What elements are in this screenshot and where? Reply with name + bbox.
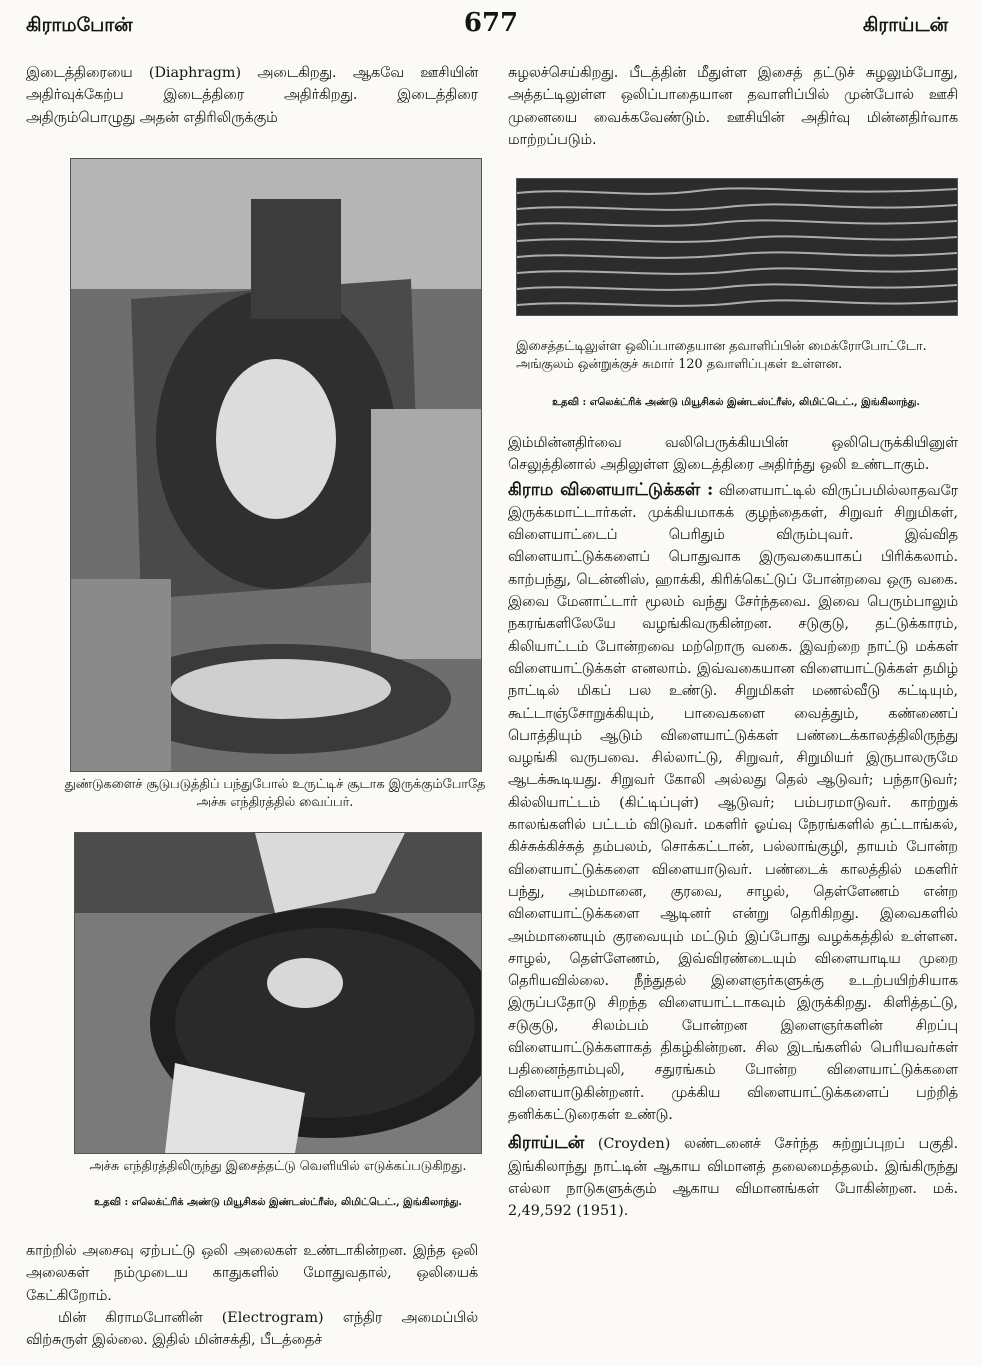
left-top-paragraph: இடைத்திரையை (Diaphragm) அடைகிறது. ஆகவே ஊசியின் அதிர்வுக்கேற்ப இடைத்திரை அதிர்கிறது. இடைத்திரை அதிரும்பொழுது அதன் எதிரிலிருக்கும் [26, 65, 478, 126]
right-paragraph-1: இம்மின்னதிர்வை வலிபெருக்கியபின் ஒலிபெருக்கியினுள் செலுத்தினால் அதிலுள்ள இடைத்திரை அதிர்ந்து ஒலி உண்டாகும். [508, 435, 958, 474]
left-bottom-paragraph-2: மின் கிராமபோனின் (Electrogram) எந்திர அமைப்பில் விற்சுருள் இல்லை. இதில் மின்சக்தி, பீடத்தைச் [26, 1309, 478, 1349]
left-top-text [26, 62, 478, 129]
right-main-text [508, 432, 958, 1222]
croydon-text: (Croyden) லண்டனைச் சேர்ந்த சுற்றுப்புறப் பகுதி. இங்கிலாந்து நாட்டின் ஆகாய விமானத் தலைமைத்தலம். இங்கிருந்து எல்லா நாடுகளுக்கும் ஆகாய விமானங்கள் போகின்றன. மக். 2,49,592 (1951). [508, 1136, 958, 1220]
games-heading: கிராம விளையாட்டுக்கள் : [508, 479, 714, 500]
micrograph-caption: இசைத்தட்டிலுள்ள ஒலிப்பாதையான தவாளிப்பின் மைக்ரோபோட்டோ. அங்குலம் ஒன்றுக்குச் சுமார் 120 தவாளிப்புகள் உள்ளன. [516, 339, 927, 372]
photo-record-press [70, 158, 482, 772]
micrograph-credit: உதவி : எலெக்ட்ரிக் அண்டு மியூசிகல் இண்டஸ்ட்ரீஸ், லிமிட்டெட்., இங்கிலாந்து. [552, 397, 920, 408]
games-entry [508, 479, 958, 1127]
left-bottom-paragraph-1: காற்றில் அசைவு ஏற்பட்டு ஒலி அலைகள் உண்டாகின்றன. இந்த ஒலி அலைகள் நம்முடைய காதுகளில் மோதுவதால், ஒலியைக் கேட்கிறோம். [26, 1243, 478, 1304]
groove-micrograph-image [517, 179, 957, 315]
photo1-caption: துண்டுகளைச் சூடுபடுத்திப் பந்துபோல் உருட்டிச் சூடாக இருக்கும்போதே அச்சு எந்திரத்தில் வைப்பர். [64, 777, 486, 810]
photo2-caption: அச்சு எந்திரத்திலிருந்து இசைத்தட்டு வெளியில் எடுக்கப்படுகிறது. [89, 1159, 467, 1174]
right-top-text [508, 62, 958, 151]
games-text: விளையாட்டில் விருப்பமில்லாதவரே இருக்கமாட்டார்கள். முக்கியமாகக் குழந்தைகள், சிறுவர் சிறுமிகள், விளையாட்டைப் பெரிதும் விரும்புவர். இவ்வித விளையாட்டுக்களைப் பொதுவாக இருவகையாகப் பிரிக்கலாம். காற்பந்து, டென்னிஸ், ஹாக்கி, கிரிக்கெட்டுப் போன்றவை ஒரு வகை. இவை மேனாட்டார் மூலம் வந்து சேர்ந்தவை. இவை பெரும்பாலும் நகரங்களிலேயே வழங்கிவருகின்றன. சடுகுடு, தட்டுக்காரம், கிலியாட்டம் போன்றவை மற்றொரு வகை. இவற்றை நாட்டு மக்கள் விளையாட்டுக்கள் எனலாம். இவ்வகையான விளையாட்டுக்கள் தமிழ் நாட்டில் மிகப் பல உண்டு. சிறுமிகள் மணல்வீடு கட்டியும், கூட்டாஞ்சோறுக்கியும், பாவைகளை வைத்தும், கண்ணைப் பொத்தியும் ஆடும் விளையாட்டுக்கள் பண்டைக்காலத்திலிருந்து வழங்கி வருபவை. சில்லாட்டு, சிறுவர், சிறுமியர் இருபாலருமே ஆடக்கூடியது. சிறுவர் கோலி அல்லது தெல் ஆடுவர்; பந்தாடுவர்; கில்லியாட்டம் (கிட்டிப்புள்) ஆடுவர்; பம்பரமாடுவர். காற்றுக் காலங்களில் பட்டம் விடுவர். மகளிர் ஓய்வு நேரங்களில் தட்டாங்கல், கிச்சுக்கிச்சுத் தம்பலம், சொக்கட்டான், பல்லாங்குழி, தாயம் போன்ற விளையாட்டுக்களை விளையாடுவர். பண்டைக் காலத்தில் மகளிர் பந்து, அம்மானை, குரவை, சாழல், தெள்ளேணம் என்ற விளையாட்டுக்களை ஆடினர் என்று தெரிகிறது. இவைகளில் அம்மானையும் குரவையும் மட்டும் இப்போது வழக்கத்தில் உள்ளன. சாழல், தெள்ளேணம், இவ்விரண்டையும் விளையாடிய முறை தெரியவில்லை. நீந்துதல் இளைஞர்களுக்கு உடற்பயிற்சியாக இருப்பதோடு சிறந்த விளையாட்டாகவும் இருக்கிறது. கிளித்தட்டு, சடுகுடு, சிலம்பம் போன்றன இளைஞர்களின் சிறப்பு விளையாட்டுக்களாகத் திகழ்கின்றன. சில இடங்களில் பெரியவர்கள் பதினைந்தாம்புலி, சதுரங்கம் போன்ற விளையாட்டுக்களை விளையாடுகின்றனர். முக்கிய விளையாட்டுக்களைப் பற்றித் தனிக்கட்டுரைகள் உண்டு. [508, 482, 958, 1123]
left-bottom-text [26, 1240, 478, 1351]
record-press-image [71, 159, 481, 771]
right-top-paragraph: சுழலச்செய்கிறது. பீடத்தின் மீதுள்ள இசைத் தட்டுச் சுழலும்போது, அத்தட்டிலுள்ள ஒலிப்பாதையான தவாளிப்பில் முன்போல் ஊசி முனையை வைக்கவேண்டும். ஊசியின் அதிர்வு மின்னதிர்வாக மாற்றப்படும். [508, 65, 958, 148]
page-number: 677 [463, 8, 519, 38]
photo2-credit: உதவி : எலெக்ட்ரிக் அண்டு மியூசிகல் இண்டஸ்ட்ரீஸ், லிமிட்டெட்., இங்கிலாந்து. [94, 1197, 462, 1208]
record-removal-image [75, 833, 481, 1153]
photo-groove-micrograph [516, 178, 958, 316]
croydon-heading: கிராய்டன் [508, 1133, 585, 1154]
running-head-right: கிராய்டன் [862, 14, 948, 36]
photo-record-removal [74, 832, 482, 1154]
running-head-left: கிராமபோன் [26, 14, 133, 36]
croydon-entry [508, 1132, 958, 1222]
